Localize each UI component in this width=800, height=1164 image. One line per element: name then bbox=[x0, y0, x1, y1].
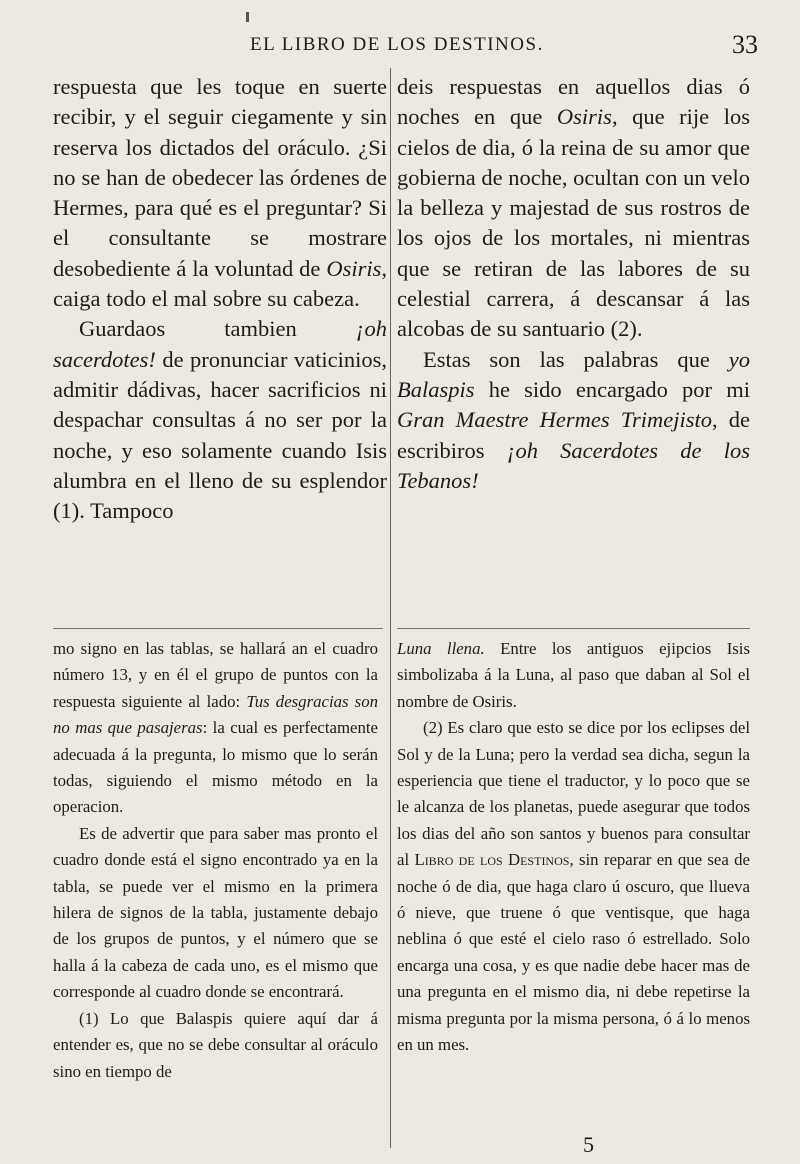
paragraph: Guardaos tambien ¡oh sacerdotes! de pronunciar vaticinios, admitir dádivas, hacer sacrificios ni despachar consultas á no ser por la noche, y eso solamente cuando Isis alumbra en el lleno de su esplendor (1). Tampoco bbox=[53, 316, 387, 524]
footnote-paragraph: mo signo en las tablas, se hallará an el cuadro número 13, y en él el grupo de puntos con la respuesta siguiente al lado: Tus desgracias son no mas que pasajeras: la cual es perfectamente adecuada á la pregunta, lo mismo que lo serán todas, siguiendo el mismo método en la operacion. bbox=[53, 639, 378, 817]
page-number: 33 bbox=[732, 30, 758, 59]
footnotes-left-column bbox=[53, 636, 378, 1085]
paragraph: respuesta que les toque en suerte recibir, y el seguir ciegamente y sin reserva los dictados del oráculo. ¿Si no se han de obedecer las órdenes de Hermes, para qué es el preguntar? Si el consultante se mostrare desobediente á la voluntad de Osiris, caiga todo el mal sobre su cabeza. bbox=[53, 74, 387, 312]
main-text-right-column bbox=[397, 72, 750, 496]
paragraph: deis respuestas en aquellos dias ó noches en que Osiris, que rije los cielos de dia, ó la reina de su amor que gobierna de noche, ocultan con un velo la belleza y majestad de sus rostros de los ojos de los mortales, ni mientras que se retiran de las labores de su celestial carrera, á descansar á las alcobas de su santuario (2). bbox=[397, 74, 751, 342]
footnote-2: (2) Es claro que esto se dice por los eclipses del Sol y de la Luna; pero la verdad sea dicha, segun la esperiencia que tiene el traductor, y lo poco que se le alcanza de los planetas, puede asegurar que todos los dias del año son santos y buenos para consultar al Libro de los Destinos, sin reparar en que sea de noche ó de dia, que haga claro ú oscuro, que llueva ó nieve, que truene ó que ventisque, que haga neblina ó que esté el cielo raso ó estrellado. Solo encarga una cosa, y es que nadie debe hacer mas de una pregunta en el mismo dia, ni debe repetirse la misma pregunta por la misma persona, ó á lo menos en un mes. bbox=[397, 718, 750, 1055]
footnote-paragraph: Luna llena. Entre los antiguos ejipcios Isis simbolizaba á la Luna, al paso que daban al Sol el nombre de Osiris. bbox=[397, 639, 751, 711]
running-header bbox=[0, 30, 800, 64]
header-title: EL LIBRO DE LOS DESTINOS. bbox=[250, 34, 544, 55]
print-mark bbox=[246, 12, 249, 22]
footnote-separator bbox=[53, 628, 383, 629]
paragraph: Estas son las palabras que yo Balaspis he sido encargado por mi Gran Maestre Hermes Trimejisto, de escribiros ¡oh Sacerdotes de los Tebanos! bbox=[397, 346, 750, 493]
footnote-1: (1) Lo que Balaspis quiere aquí dar á entender es, que no se debe consultar al oráculo sino en tiempo de bbox=[53, 1008, 378, 1081]
signature-mark: 5 bbox=[583, 1132, 594, 1157]
column-divider bbox=[390, 68, 391, 1148]
footnote-paragraph: Es de advertir que para saber mas pronto el cuadro donde está el signo encontrado ya en la tabla, se puede ver el mismo en la primera hilera de signos de la tabla, justamente debajo de los grupos de puntos, y el número que se halla á la cabeza de cada uno, es el mismo que corresponde al cuadro donde se encontrará. bbox=[53, 823, 378, 1002]
footnotes-right-column bbox=[397, 636, 750, 1059]
footnote-separator bbox=[397, 628, 750, 629]
main-text-left-column bbox=[53, 72, 387, 526]
